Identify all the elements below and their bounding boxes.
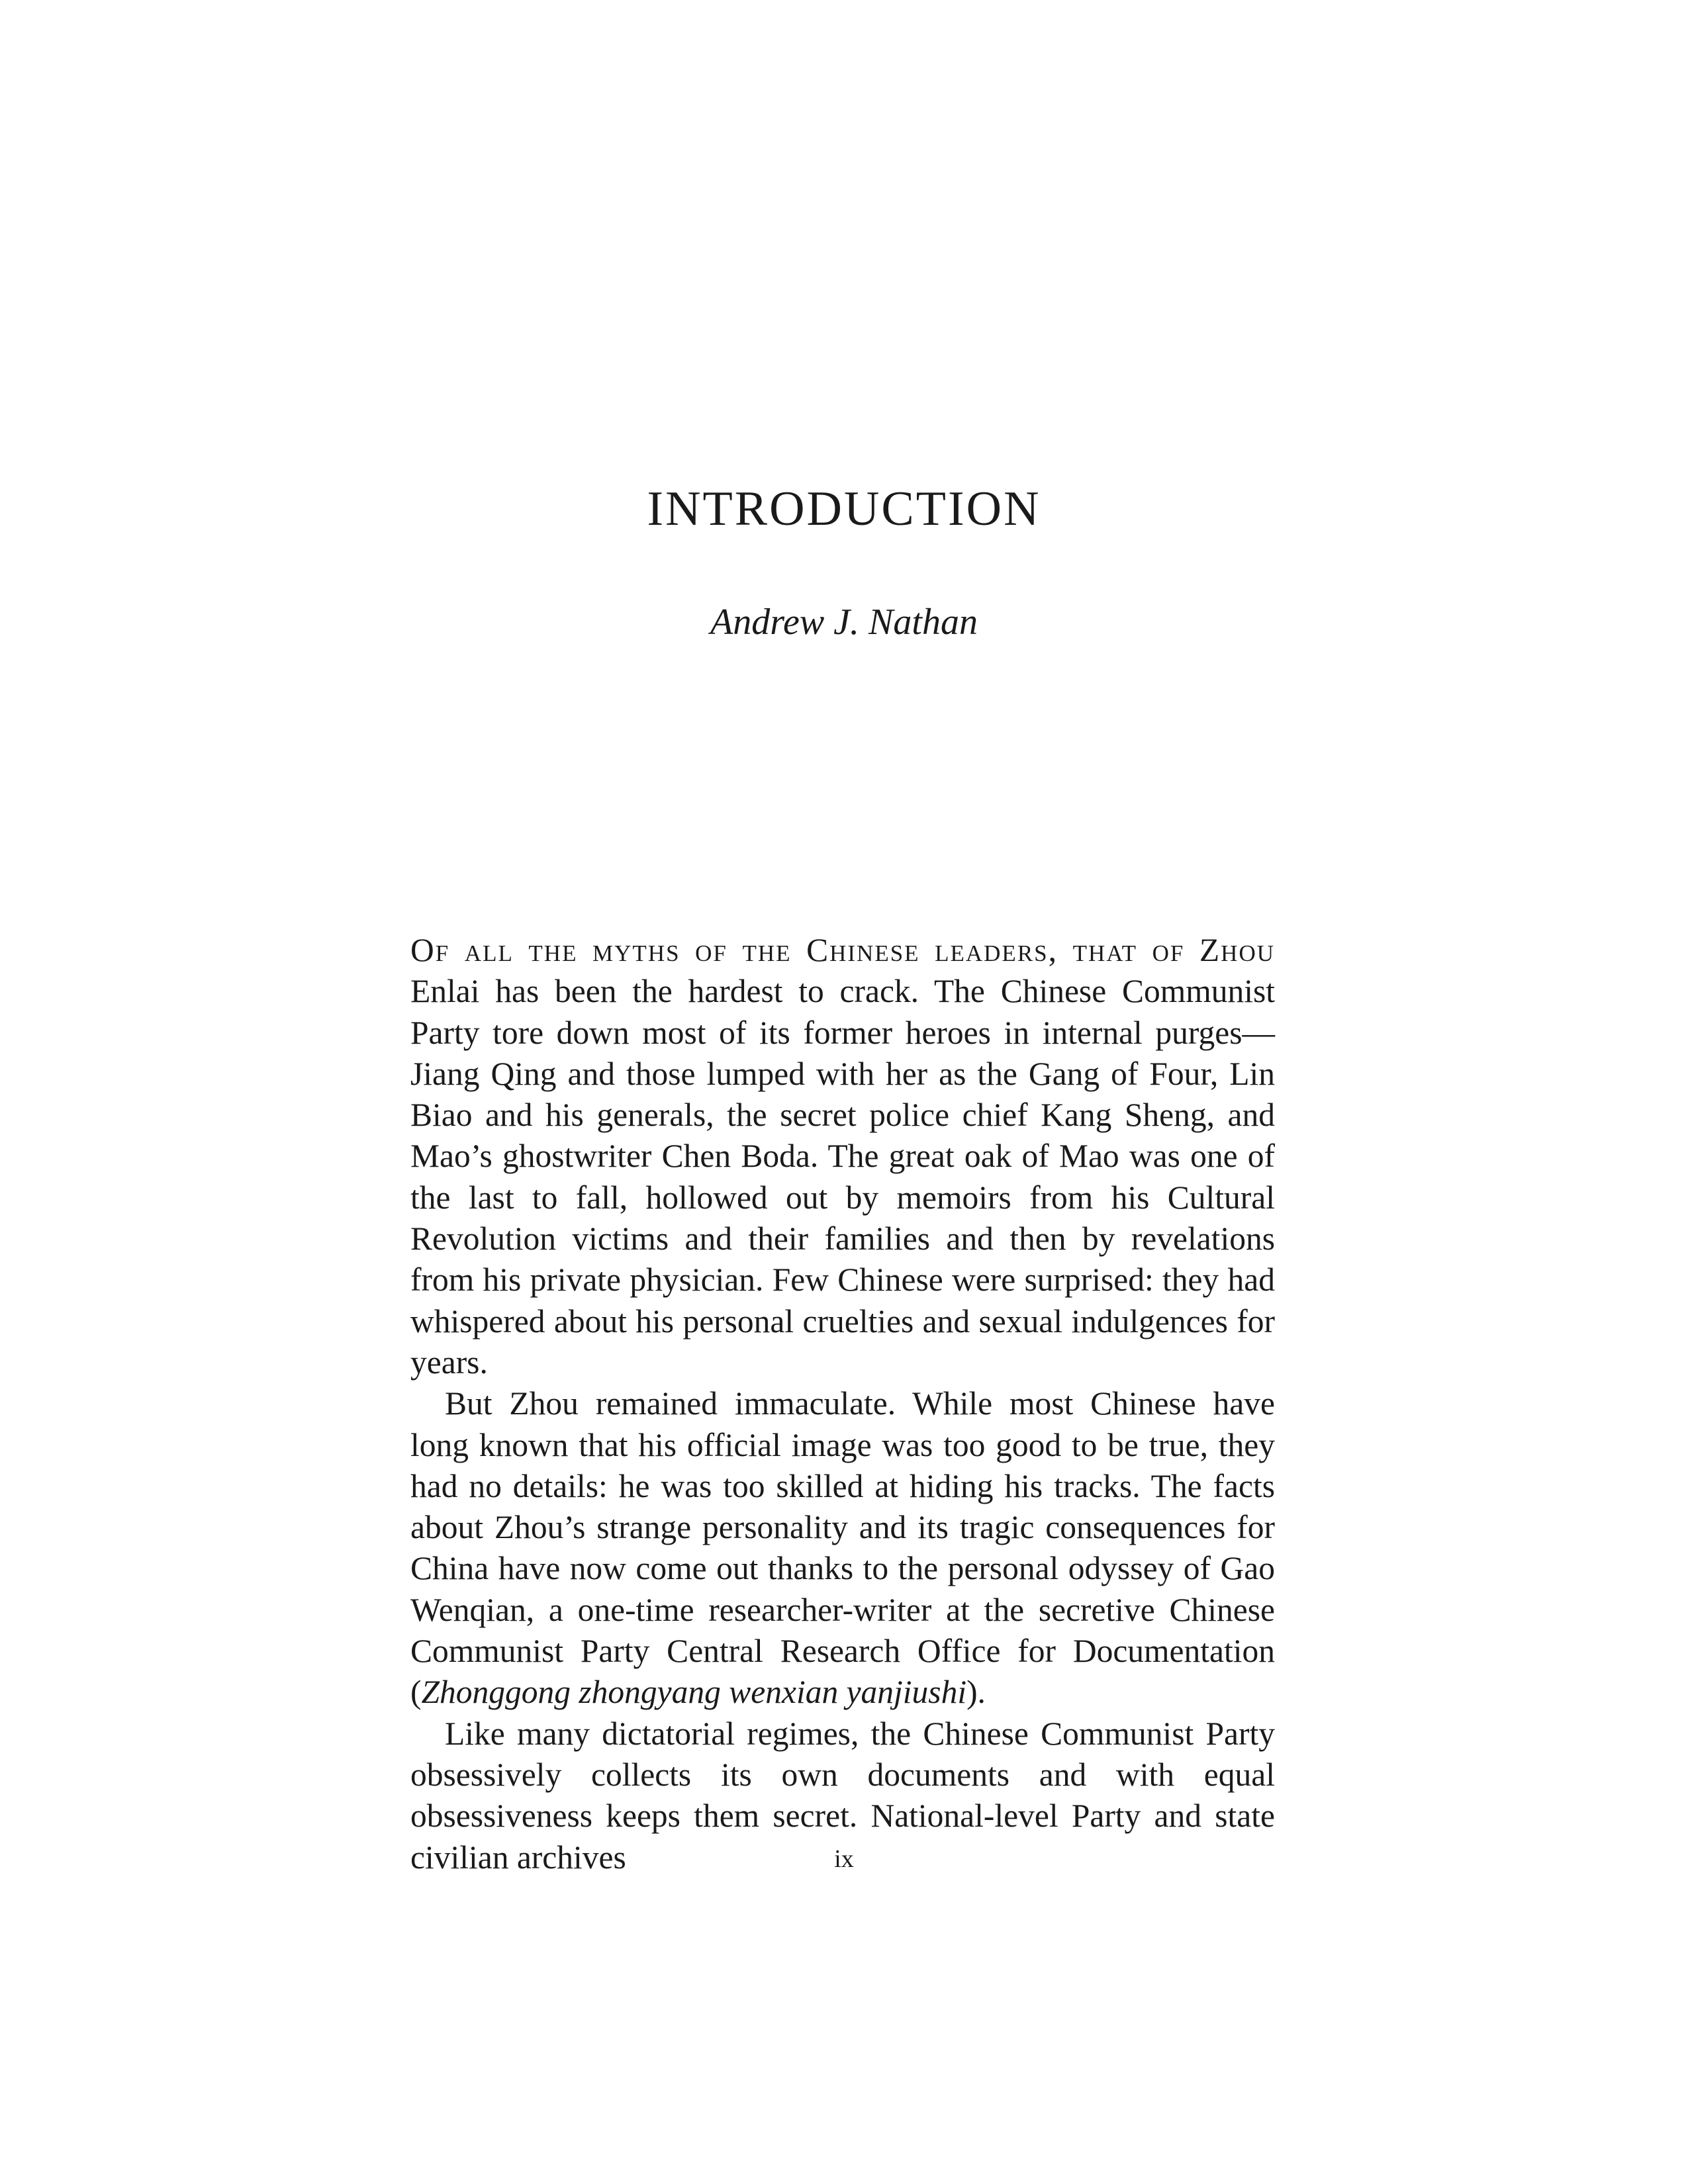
opening-small-caps: Of all the myths of the Chinese leaders, that of Zhou (410, 932, 1275, 968)
paragraph-2-italic-term: Zhonggong zhongyang wenxian yanjiushi (421, 1674, 967, 1711)
chapter-title: INTRODUCTION (647, 482, 1041, 536)
paragraph-1 (410, 930, 1275, 1383)
paragraph-2 (410, 1383, 1275, 1713)
paragraph-2-text: But Zhou remained immaculate. While most Chinese have long known that his official image was too good to be true, they had no details: he was too skilled at hiding his tracks. The facts about Zhou’s strange personality and its tragic consequences for China have now come out thanks to the personal odyssey of Gao Wenqian, a one-time researcher-writer at the secretive Chinese Communist Party Central Research Office for Documentation ( (410, 1385, 1275, 1711)
author-name: Andrew J. Nathan (710, 602, 978, 643)
body-text (410, 930, 1275, 1878)
paragraph-1-text: Enlai has been the hardest to crack. The Chinese Communist Party tore down most of its former heroes in internal purges—Jiang Qing and those lumped with her as the Gang of Four, Lin Biao and his generals, the secret police chief Kang Sheng, and Mao’s ghostwriter Chen Boda. The great oak of Mao was one of the last to fall, hollowed out by memoirs from his Cultural Revolution victims and their families and then by revelations from his private physician. Few Chinese were surprised: they had whispered about his personal cruelties and sexual indulgences for years. (410, 973, 1275, 1381)
paragraph-3: Like many dictatorial regimes, the Chinese Communist Party obsessively collects its own documents and with equal obsessiveness keeps them secret. National-level Party and state civilian archives (410, 1715, 1275, 1876)
page-number: ix (834, 1845, 854, 1873)
paragraph-2-end: ). (966, 1674, 986, 1711)
